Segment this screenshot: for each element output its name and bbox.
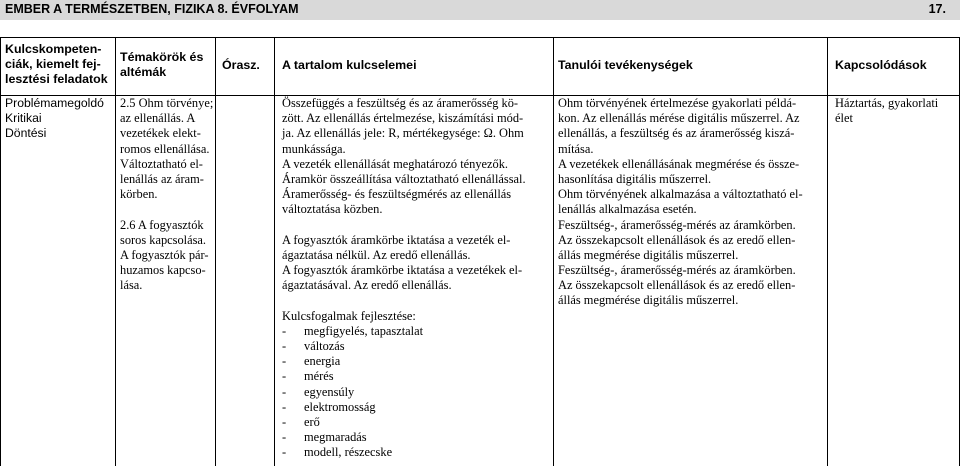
col-divider-5	[827, 37, 828, 466]
activities-cell: Ohm törvényének értelmezése gyakorlati példá- kon. Az ellenállás mérése digitális műszerrel. Az ellenállás, a feszültség és az áramerősség kiszá- mítása. A vezetékek ellenállásának megmérése és össze- hasonlítása digitális műszerrel. Ohm törvényének alkalmazása a változtatható el- lenállás alkalmazása esetén. Feszültség-, áramerősség-mérés az áramkörben. Az összekapcsolt ellenállások és az eredő ellen- állás megmérése digitális műszerrel. Feszültség-, áramerősség-mérés az áramkörben. Az összekapcsolt ellenállások és az eredő ellen- állás megmérése digitális műszerrel.	[558, 96, 803, 308]
connections-cell: Háztartás, gyakorlati élet	[835, 96, 939, 126]
content-cell: Összefüggés a feszültség és az áramerősség kö- zött. Az ellenállás értelmezése, kiszámítási mód- ja. Az ellenállás jele: R, mértékegysége: Ω. Ohm munkássága. A vezeték ellenállását meghatározó tényezők. Áramkör összeállítása változtatható ellenállással. Áramerősség- és feszültségmérés az ellenállás változtatása közben. A fogyasztók áramkörbe iktatása a vezeték el- ágaztatása nélkül. Az eredő ellenállás. A fogyasztók áramkörbe iktatása a vezetékek el- ágaztatásával. Az eredő ellenállás. Kulcsfogalmak fejlesztése: - megfigyelés, tapasztalat - változás - energia - mérés - egyensúly - elektromosság - erő - megmaradás - modell, részecske	[282, 96, 526, 460]
header-activities: Tanulói tevékenységek	[558, 58, 693, 72]
col-divider-2	[215, 37, 216, 466]
list-item: - megmaradás	[282, 430, 367, 445]
header-topics: Témakörök és altémák	[120, 50, 204, 80]
competencies-cell: Problémamegoldó Kritikai Döntési	[5, 96, 104, 141]
col-divider-3	[274, 37, 275, 466]
header-content: A tartalom kulcselemei	[282, 58, 417, 72]
header-hours: Órasz.	[222, 58, 260, 72]
header-connections: Kapcsolódások	[835, 58, 927, 72]
list-item: - elektromosság	[282, 399, 376, 414]
col-divider-1	[115, 37, 116, 466]
list-item: - erő	[282, 414, 320, 429]
list-item: - mérés	[282, 369, 334, 384]
list-item: - megfigyelés, tapasztalat	[282, 323, 424, 338]
list-item: - egyensúly	[282, 384, 355, 399]
list-item: - változás	[282, 339, 345, 353]
col-divider-4	[553, 37, 554, 466]
list-item: - energia	[282, 354, 341, 369]
table-top-border	[0, 37, 960, 38]
topics-cell: 2.5 Ohm törvénye; az ellenállás. A vezetékek elekt- romos ellenállása. Változtatható el- lenállás az áram- körben. 2.6 A fogyasztók soros kapcsolása. A fogyasztók pár- huzamos kapcso- lása.	[120, 96, 214, 293]
header-competencies: Kulcskompeten- ciák, kiemelt fej- lesztési feladatok	[5, 42, 108, 87]
key-concepts-list	[282, 324, 526, 461]
running-title: EMBER A TERMÉSZETBEN, FIZIKA 8. ÉVFOLYAM	[5, 2, 299, 16]
table-left-border	[0, 37, 1, 466]
page-number: 17.	[928, 2, 946, 16]
page-header	[0, 0, 960, 20]
list-item: - modell, részecske	[282, 445, 393, 460]
